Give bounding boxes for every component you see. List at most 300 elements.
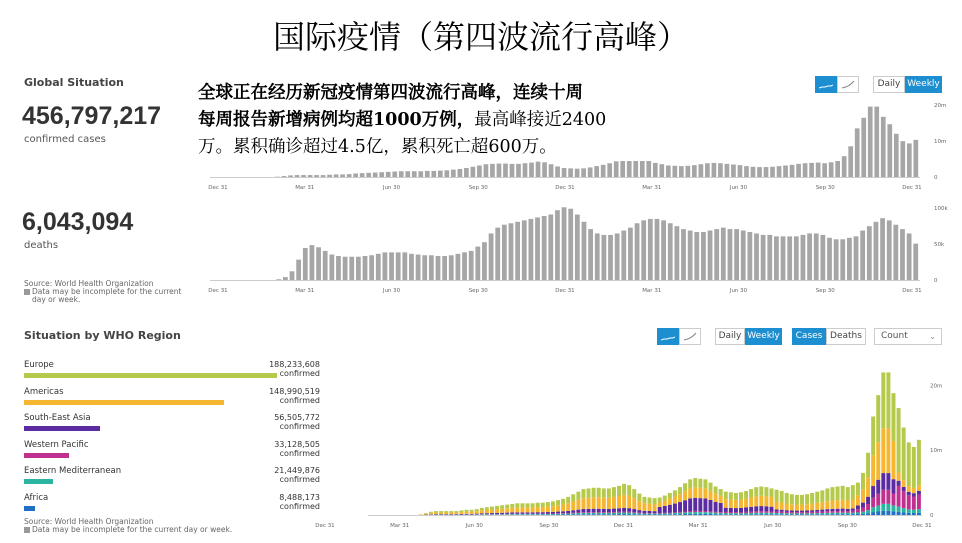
bar-deaths-73 (694, 232, 699, 280)
stack-bar-20-3 (470, 514, 474, 515)
stack-bar-104-4 (897, 472, 901, 480)
stack-bar-97-1 (861, 512, 865, 514)
stack-bar-48-5 (612, 487, 616, 497)
stack-bar-70-1 (724, 513, 728, 514)
stack-bar-57-0 (658, 514, 662, 515)
overlay-line1: 全球正在经历新冠疫情第四波流行高峰，连续十周 (198, 83, 583, 103)
bar-deaths-21 (349, 257, 354, 280)
x-tick-label: Dec 31 (555, 185, 575, 191)
bar-deaths-85 (774, 236, 779, 280)
x-tick-label: Sep 30 (539, 523, 559, 529)
stack-bar-84-1 (795, 513, 799, 514)
bar-deaths-104 (900, 229, 905, 280)
stack-bar-95-0 (851, 514, 855, 515)
stack-bar-107-4 (912, 488, 916, 493)
bar-cases-93 (816, 163, 821, 177)
bar-cases-48 (523, 163, 528, 177)
bar-deaths-54 (568, 209, 573, 280)
stack-bar-71-1 (729, 513, 733, 514)
bar-cases-36 (445, 170, 450, 177)
weekly-button[interactable]: Weekly (745, 328, 782, 345)
region-row-europe[interactable] (24, 360, 320, 386)
stack-bar-86-5 (805, 494, 809, 504)
stack-bar-93-2 (841, 511, 845, 513)
overlay-line3: 万。累积确诊超过4.5亿，累积死亡超600万。 (198, 137, 557, 157)
stack-bar-45-5 (597, 488, 601, 498)
stack-bar-29-4 (515, 507, 519, 512)
bar-cases-99 (855, 128, 860, 177)
stack-bar-87-1 (810, 513, 814, 514)
stack-bar-96-1 (856, 512, 860, 514)
bar-cases-30 (405, 171, 410, 177)
stack-bar-99-4 (871, 455, 875, 486)
region-row-africa[interactable] (24, 493, 320, 519)
stack-bar-59-4 (668, 499, 672, 505)
stack-bar-81-4 (780, 503, 784, 510)
stack-bar-44-5 (592, 488, 596, 498)
bar-cases-49 (529, 163, 534, 177)
bar-cases-100 (861, 118, 866, 177)
stack-bar-74-0 (744, 514, 748, 515)
stack-bar-61-4 (678, 494, 682, 502)
stack-bar-51-3 (627, 508, 631, 512)
bar-deaths-13 (296, 260, 301, 280)
stack-bar-53-0 (637, 514, 641, 515)
stack-bar-44-4 (592, 497, 596, 508)
stack-bar-25-3 (495, 513, 499, 514)
stack-bar-36-4 (551, 506, 555, 512)
stack-bar-93-5 (841, 486, 845, 500)
stack-bar-106-0 (907, 513, 911, 515)
bar-cases-69 (659, 164, 664, 177)
stack-bar-40-3 (571, 510, 575, 512)
stack-bar-46-0 (602, 514, 606, 515)
bar-deaths-61 (615, 233, 620, 280)
bar-cases-16 (314, 175, 319, 177)
stack-bar-60-4 (673, 497, 677, 504)
x-tick-label: Jun 30 (382, 185, 401, 191)
stack-bar-97-0 (861, 514, 865, 515)
bar-cases-14 (301, 175, 306, 177)
stack-bar-69-5 (719, 489, 723, 496)
stack-bar-41-0 (576, 514, 580, 515)
bar-cases-34 (431, 171, 436, 177)
stack-bar-49-2 (617, 512, 621, 513)
bar-cases-21 (347, 174, 352, 177)
stack-bar-18-3 (459, 514, 463, 515)
stack-bar-58-1 (663, 513, 667, 514)
stack-bar-90-2 (825, 511, 829, 513)
daily-button[interactable]: Daily (873, 76, 905, 93)
region-value: 8,488,173 confirmed (279, 493, 320, 511)
bar-deaths-89 (801, 235, 806, 280)
confirmed-cases-value: 456,797,217 (22, 102, 162, 130)
bar-cases-44 (497, 164, 502, 177)
bar-deaths-83 (761, 235, 766, 280)
stack-bar-55-3 (648, 511, 652, 513)
daily-button[interactable]: Daily (715, 328, 745, 345)
stack-bar-56-1 (653, 514, 657, 515)
stack-bar-92-0 (836, 514, 840, 515)
bar-deaths-15 (310, 245, 315, 280)
bar-cases-19 (334, 174, 339, 177)
weekly-button[interactable]: Weekly (905, 76, 942, 93)
bar-cases-60 (601, 165, 606, 177)
stack-bar-40-5 (571, 494, 575, 501)
stack-bar-55-2 (648, 513, 652, 514)
stack-bar-52-4 (632, 498, 636, 509)
stack-bar-84-4 (795, 505, 799, 511)
stack-bar-66-2 (703, 511, 707, 512)
stack-bar-76-1 (754, 513, 758, 514)
bar-cases-11 (282, 176, 287, 177)
stack-bar-31-4 (526, 507, 530, 512)
stack-bar-82-0 (785, 514, 789, 515)
bar-cases-82 (744, 166, 749, 177)
stack-bar-76-4 (754, 496, 758, 506)
stack-bar-53-3 (637, 510, 641, 513)
bar-chart-icon[interactable] (657, 328, 679, 345)
bar-deaths-59 (602, 235, 607, 280)
stack-bar-58-4 (663, 500, 667, 506)
stack-bar-65-2 (698, 511, 702, 512)
bar-cases-28 (392, 172, 397, 177)
stack-bar-12-5 (429, 512, 433, 513)
deaths-label: deaths (24, 240, 59, 251)
bar-cases-24 (366, 173, 371, 177)
stack-bar-54-3 (642, 511, 646, 513)
stack-bar-102-0 (886, 511, 890, 515)
stack-bar-94-2 (846, 511, 850, 513)
bar-cases-22 (353, 173, 358, 177)
stack-bar-13-4 (434, 512, 438, 514)
stack-bar-67-4 (709, 491, 713, 500)
stack-bar-91-2 (831, 511, 835, 513)
stack-bar-61-5 (678, 487, 682, 494)
stack-bar-70-2 (724, 512, 728, 513)
bar-deaths-91 (814, 233, 819, 280)
slide-title: 国际疫情（第四波流行高峰） (272, 18, 689, 56)
stack-bar-61-1 (678, 513, 682, 514)
global-period-toggle (873, 76, 942, 93)
stack-bar-76-5 (754, 487, 758, 496)
stack-bar-66-3 (703, 498, 707, 511)
stack-bar-101-4 (881, 428, 885, 473)
stack-bar-82-3 (785, 510, 789, 512)
stack-bar-84-5 (795, 495, 799, 505)
confirmed-cases-label: confirmed cases (24, 134, 106, 145)
stack-bar-61-2 (678, 512, 682, 513)
stack-bar-86-2 (805, 512, 809, 513)
stack-bar-93-1 (841, 513, 845, 514)
bar-deaths-33 (429, 255, 434, 280)
stack-bar-33-3 (536, 512, 540, 513)
stack-bar-78-2 (764, 511, 768, 512)
stack-bar-74-4 (744, 499, 748, 508)
bar-deaths-51 (548, 215, 553, 280)
stack-bar-75-3 (749, 507, 753, 512)
stack-bar-50-3 (622, 508, 626, 512)
stack-bar-73-1 (739, 513, 743, 514)
stack-bar-106-1 (907, 509, 911, 513)
stack-bar-78-1 (764, 513, 768, 514)
y-tick-label: 0 (934, 175, 938, 181)
bar-deaths-95 (840, 239, 845, 280)
bar-cases-74 (692, 165, 697, 177)
stack-bar-61-3 (678, 502, 682, 512)
stack-bar-74-1 (744, 513, 748, 514)
bar-cases-73 (686, 166, 691, 177)
stack-bar-31-3 (526, 512, 530, 513)
region-row-western-pacific[interactable] (24, 440, 320, 466)
region-name: Eastern Mediterranean (24, 466, 122, 477)
bar-deaths-56 (582, 222, 587, 280)
stack-bar-44-2 (592, 512, 596, 513)
stack-bar-107-5 (912, 447, 916, 488)
bar-cases-13 (295, 175, 300, 177)
stack-bar-22-5 (480, 508, 484, 510)
stack-bar-82-4 (785, 504, 789, 511)
stack-bar-59-1 (668, 513, 672, 514)
stack-bar-32-4 (531, 507, 535, 512)
stack-bar-58-3 (663, 506, 667, 513)
bar-cases-106 (900, 141, 905, 177)
stack-bar-46-3 (602, 509, 606, 512)
bar-deaths-60 (608, 235, 613, 280)
stack-bar-43-5 (587, 488, 591, 497)
stack-bar-31-5 (526, 503, 530, 507)
stack-bar-62-5 (683, 483, 687, 491)
stack-bar-57-5 (658, 498, 662, 502)
stack-bar-54-1 (642, 514, 646, 515)
stack-bar-97-5 (861, 473, 865, 490)
x-tick-label: Mar 31 (688, 523, 708, 529)
bar-cases-43 (490, 164, 495, 177)
stack-bar-57-1 (658, 514, 662, 515)
line-chart-icon[interactable] (679, 328, 701, 345)
stack-bar-15-4 (444, 512, 448, 514)
stack-bar-35-3 (546, 512, 550, 514)
stack-bar-19-4 (465, 512, 469, 514)
stack-bar-60-2 (673, 512, 677, 513)
y-tick-label: 20m (934, 103, 947, 109)
stack-bar-41-4 (576, 500, 580, 510)
stack-bar-14-5 (439, 511, 443, 512)
stack-bar-35-5 (546, 502, 550, 507)
bar-deaths-74 (701, 232, 706, 280)
stack-bar-87-5 (810, 493, 814, 504)
stack-bar-52-0 (632, 514, 636, 515)
stack-bar-60-1 (673, 513, 677, 514)
stack-bar-75-5 (749, 489, 753, 497)
region-row-eastern-mediterranean[interactable] (24, 466, 320, 492)
bar-deaths-71 (681, 229, 686, 280)
stack-bar-105-5 (902, 428, 906, 481)
stack-bar-68-0 (714, 514, 718, 515)
stack-bar-39-0 (566, 514, 570, 515)
x-tick-label: Dec 31 (613, 523, 634, 529)
bar-cases-33 (425, 171, 430, 177)
region-row-americas[interactable] (24, 387, 320, 413)
x-tick-label: Jun 30 (729, 288, 748, 294)
stack-bar-63-2 (688, 511, 692, 512)
stack-bar-96-5 (856, 483, 860, 496)
bar-deaths-65 (641, 220, 646, 280)
stack-bar-70-3 (724, 508, 728, 512)
stack-bar-106-2 (907, 495, 911, 509)
stack-bar-15-5 (444, 511, 448, 512)
bar-cases-77 (712, 163, 717, 177)
bar-deaths-11 (283, 277, 288, 280)
bar-cases-31 (412, 171, 417, 177)
bar-cases-18 (327, 175, 332, 177)
stack-bar-55-0 (648, 514, 652, 515)
stack-bar-67-1 (709, 512, 713, 514)
stack-bar-34-3 (541, 512, 545, 513)
bar-deaths-48 (529, 219, 534, 280)
stack-bar-42-0 (581, 514, 585, 515)
stack-bar-57-4 (658, 502, 662, 507)
stack-bar-104-2 (897, 486, 901, 507)
deaths-value: 6,043,094 (22, 208, 134, 236)
stack-bar-28-1 (510, 514, 514, 515)
region-row-south-east-asia[interactable] (24, 413, 320, 439)
stack-bar-38-1 (561, 514, 565, 515)
bar-deaths-94 (834, 239, 839, 280)
stack-bar-98-5 (866, 453, 870, 477)
stack-bar-75-4 (749, 497, 753, 506)
region-chart-type-toggle (657, 328, 701, 345)
stack-bar-39-3 (566, 511, 570, 513)
stack-bar-94-1 (846, 513, 850, 514)
stack-bar-45-2 (597, 512, 601, 513)
stack-bar-67-3 (709, 500, 713, 511)
stack-bar-66-1 (703, 512, 707, 514)
stack-bar-99-3 (871, 486, 875, 498)
stack-bar-42-4 (581, 498, 585, 509)
stack-bar-62-3 (683, 500, 687, 511)
stack-bar-42-3 (581, 509, 585, 512)
stack-bar-100-5 (876, 395, 880, 442)
stack-bar-71-2 (729, 512, 733, 513)
region-value: 56,505,772 confirmed (274, 413, 320, 432)
region-period-toggle (715, 328, 782, 345)
stack-bar-25-5 (495, 506, 499, 509)
bar-cases-23 (360, 173, 365, 177)
bar-deaths-20 (343, 257, 348, 280)
stack-bar-82-2 (785, 512, 789, 513)
bar-chart-icon[interactable] (815, 76, 837, 93)
stack-bar-44-1 (592, 513, 596, 514)
stack-bar-47-2 (607, 512, 611, 513)
stack-bar-89-1 (820, 513, 824, 514)
bar-cases-101 (868, 107, 873, 177)
bar-cases-86 (770, 167, 775, 177)
stack-bar-83-2 (790, 512, 794, 513)
stack-bar-103-5 (892, 393, 896, 441)
bar-cases-102 (874, 107, 879, 177)
bar-cases-46 (510, 164, 515, 177)
stack-bar-68-2 (714, 512, 718, 513)
stack-bar-26-5 (500, 505, 504, 508)
bar-deaths-32 (422, 255, 427, 280)
bar-deaths-41 (482, 242, 487, 280)
stack-bar-92-1 (836, 513, 840, 514)
stack-bar-100-3 (876, 480, 880, 494)
stack-bar-95-1 (851, 513, 855, 514)
bar-cases-71 (672, 166, 677, 177)
stack-bar-33-4 (536, 507, 540, 512)
stack-bar-50-5 (622, 484, 626, 495)
legend-swatch (24, 289, 30, 295)
stack-bar-47-5 (607, 488, 611, 497)
bar-cases-104 (887, 124, 892, 177)
stack-bar-103-3 (892, 479, 896, 493)
stack-bar-71-5 (729, 492, 733, 499)
x-tick-label: Sep 30 (837, 523, 857, 529)
x-tick-label: Sep 30 (468, 288, 488, 294)
stack-bar-79-3 (770, 507, 774, 512)
region-name: South-East Asia (24, 413, 91, 424)
stack-bar-45-0 (597, 514, 601, 515)
stack-bar-79-5 (770, 488, 774, 497)
stack-bar-81-2 (780, 512, 784, 513)
stack-bar-51-2 (627, 512, 631, 513)
y-tick-label: 10m (934, 139, 947, 145)
bar-deaths-88 (794, 236, 799, 280)
region-value: 188,233,608 confirmed (269, 360, 320, 378)
stack-bar-94-4 (846, 501, 850, 509)
bar-cases-45 (503, 164, 508, 177)
stack-bar-102-1 (886, 504, 890, 511)
stack-bar-21-4 (475, 511, 479, 513)
stack-bar-24-5 (490, 507, 494, 510)
stack-bar-83-1 (790, 513, 794, 514)
stack-bar-100-1 (876, 506, 880, 512)
bar-deaths-27 (389, 252, 394, 280)
stack-bar-37-4 (556, 505, 560, 511)
stack-bar-11-5 (424, 513, 428, 514)
bar-cases-89 (790, 165, 795, 177)
stack-bar-92-3 (836, 509, 840, 511)
cases-button[interactable]: Cases (792, 328, 826, 345)
stack-bar-101-0 (881, 511, 885, 515)
stack-bar-53-4 (637, 501, 641, 510)
stack-bar-32-5 (531, 503, 535, 507)
stack-bar-76-2 (754, 511, 758, 512)
stack-bar-26-4 (500, 509, 504, 513)
stack-bar-62-4 (683, 491, 687, 500)
deaths-button[interactable]: Deaths (826, 328, 866, 345)
stack-bar-80-5 (775, 490, 779, 502)
stack-bar-103-0 (892, 511, 896, 515)
stack-bar-55-4 (648, 504, 652, 511)
region-name: Europe (24, 360, 54, 370)
stack-bar-72-0 (734, 514, 738, 515)
stack-bar-62-2 (683, 511, 687, 512)
stack-bar-62-0 (683, 514, 687, 515)
stack-bar-59-5 (668, 493, 672, 499)
overlay-summary-text (198, 80, 743, 161)
bar-cases-97 (842, 156, 847, 177)
line-chart-icon[interactable] (837, 76, 859, 93)
stack-bar-42-2 (581, 512, 585, 513)
stack-bar-99-1 (871, 507, 875, 512)
stack-bar-91-3 (831, 509, 835, 511)
bar-deaths-92 (820, 235, 825, 280)
stack-bar-86-0 (805, 514, 809, 515)
count-select[interactable]: Count ⌄ (874, 328, 942, 345)
